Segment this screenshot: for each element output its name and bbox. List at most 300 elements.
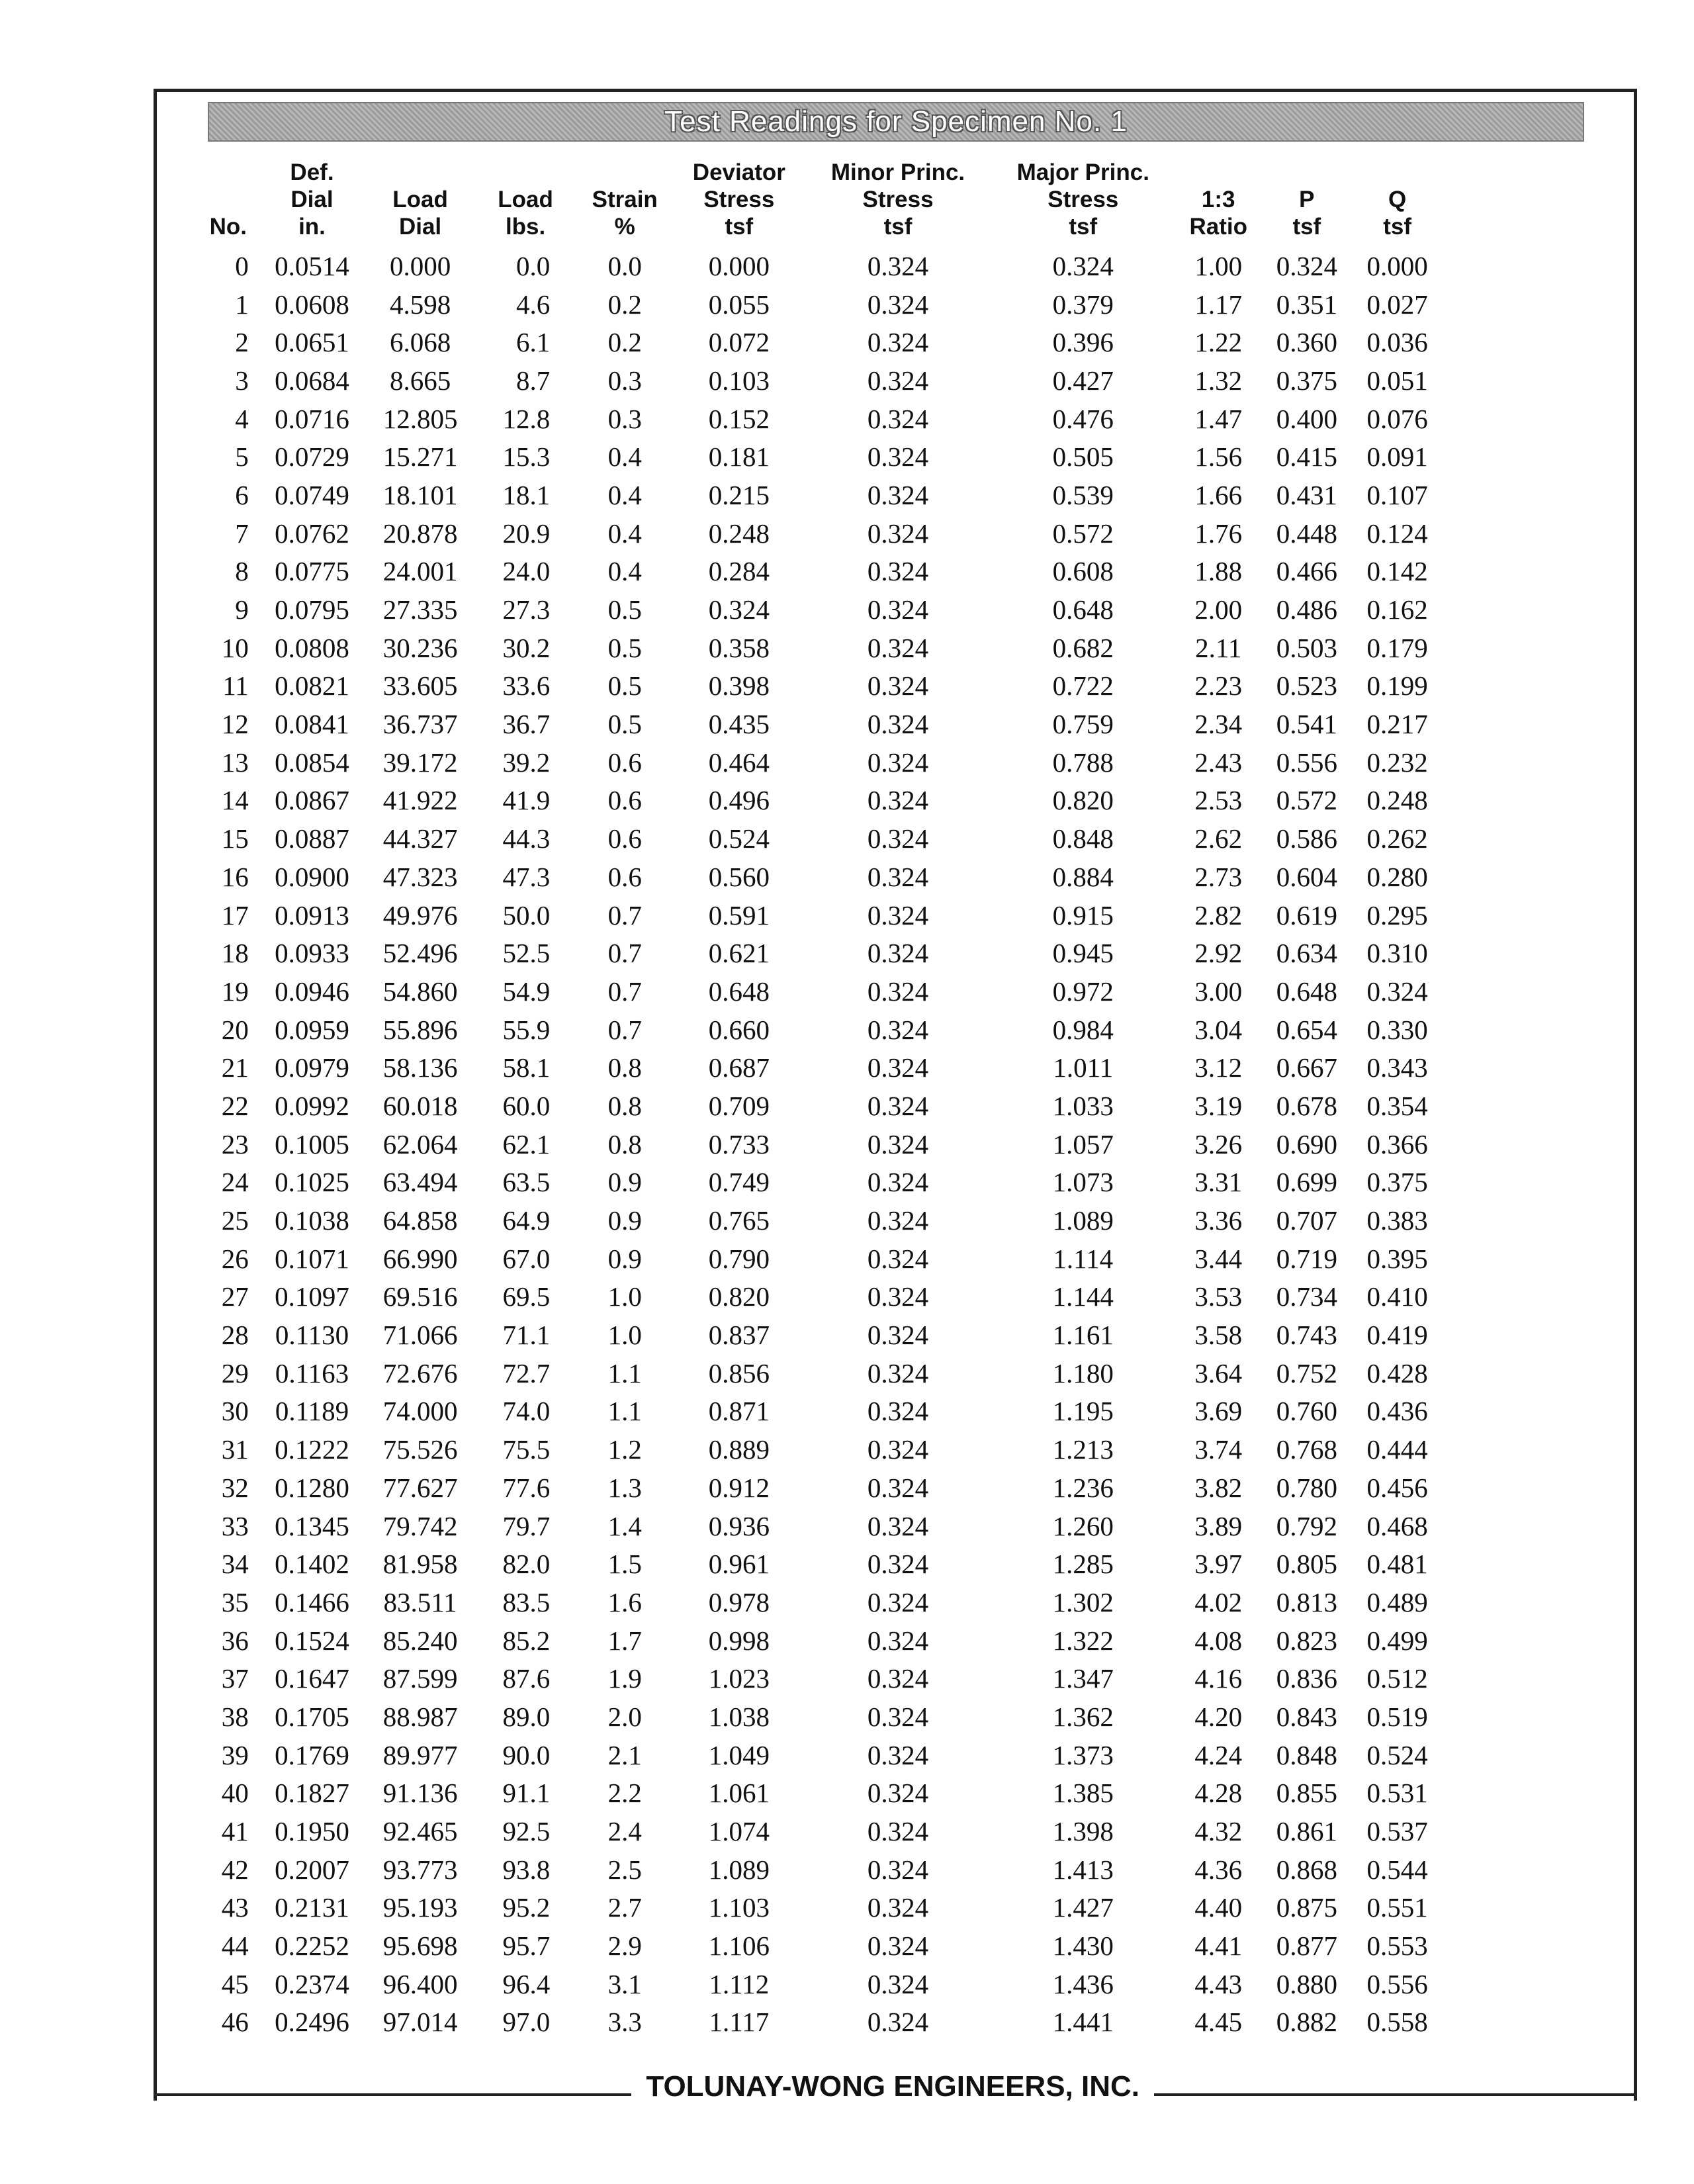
cell-def_dial: 0.1524 (275, 1625, 349, 1656)
cell-load_lbs: 71.1 (502, 1320, 551, 1351)
cell-p: 0.780 (1276, 1472, 1337, 1503)
cell-ratio: 3.97 (1194, 1549, 1243, 1580)
cell-def_dial: 0.1130 (275, 1320, 349, 1351)
column-header-load_dial (366, 159, 474, 247)
cell-load_lbs: 30.2 (502, 632, 551, 663)
cell-no: 46 (221, 2007, 249, 2038)
footer (154, 2070, 1637, 2103)
cell-ratio: 4.16 (1194, 1663, 1243, 1694)
cell-load_dial: 95.698 (382, 1931, 458, 1962)
cell-load_lbs: 55.9 (502, 1014, 551, 1045)
cell-q: 0.512 (1366, 1663, 1428, 1694)
cell-ratio: 3.69 (1194, 1396, 1243, 1427)
cell-def_dial: 0.0684 (275, 365, 349, 396)
cell-no: 39 (221, 1739, 249, 1770)
cell-def_dial: 0.1647 (275, 1663, 349, 1694)
cell-major: 0.759 (1052, 709, 1114, 740)
test-readings-table (199, 159, 1443, 2041)
cell-major: 0.788 (1052, 747, 1114, 778)
cell-load_dial: 24.001 (382, 556, 458, 587)
cell-minor: 0.324 (867, 1586, 929, 1617)
column-header-line: tsf (883, 214, 913, 240)
cell-p: 0.836 (1276, 1663, 1337, 1694)
footer-rule-left (154, 2093, 631, 2096)
cell-ratio: 2.23 (1194, 670, 1243, 702)
cell-p: 0.690 (1276, 1128, 1337, 1160)
table-row (199, 934, 1443, 972)
cell-load_lbs: 8.7 (516, 365, 551, 396)
cell-load_lbs: 18.1 (502, 479, 551, 510)
cell-deviator: 0.709 (708, 1090, 770, 1121)
cell-no: 9 (235, 594, 249, 625)
cell-ratio: 1.66 (1194, 479, 1243, 510)
cell-strain: 3.3 (607, 2007, 642, 2038)
cell-load_lbs: 60.0 (502, 1090, 551, 1121)
table-row (199, 1736, 1443, 1774)
cell-minor: 0.324 (867, 1778, 929, 1809)
cell-major: 1.322 (1052, 1625, 1114, 1656)
cell-major: 0.379 (1052, 289, 1114, 320)
table-row (199, 553, 1443, 591)
cell-load_lbs: 95.2 (502, 1892, 551, 1923)
cell-p: 0.503 (1276, 632, 1337, 663)
cell-strain: 2.7 (607, 1892, 642, 1923)
cell-q: 0.051 (1366, 365, 1428, 396)
cell-p: 0.604 (1276, 861, 1337, 892)
cell-strain: 0.8 (607, 1052, 642, 1083)
cell-deviator: 0.621 (708, 938, 770, 969)
footer-rule-right (1154, 2093, 1637, 2096)
cell-deviator: 0.660 (708, 1014, 770, 1045)
company-name: TOLUNAY-WONG ENGINEERS, INC. (646, 2070, 1139, 2103)
cell-load_lbs: 27.3 (502, 594, 551, 625)
cell-deviator: 1.117 (709, 2007, 770, 2038)
cell-q: 0.481 (1366, 1549, 1428, 1580)
cell-def_dial: 0.2496 (275, 2007, 349, 2038)
cell-load_dial: 36.737 (382, 709, 458, 740)
table-row (199, 743, 1443, 782)
cell-ratio: 2.34 (1194, 709, 1243, 740)
cell-strain: 1.1 (607, 1357, 642, 1388)
cell-def_dial: 0.0841 (275, 709, 349, 740)
column-header-line: Minor Princ. (830, 159, 965, 185)
cell-load_lbs: 12.8 (502, 403, 551, 434)
cell-def_dial: 0.0946 (275, 976, 349, 1007)
cell-load_dial: 0.000 (389, 250, 451, 281)
cell-def_dial: 0.1025 (275, 1167, 349, 1198)
cell-no: 5 (235, 441, 249, 473)
cell-p: 0.699 (1276, 1167, 1337, 1198)
cell-major: 0.427 (1052, 365, 1114, 396)
cell-def_dial: 0.0933 (275, 938, 349, 969)
cell-minor: 0.324 (867, 594, 929, 625)
title-banner (208, 102, 1584, 142)
cell-load_dial: 71.066 (382, 1320, 458, 1351)
cell-q: 0.324 (1366, 976, 1428, 1007)
cell-strain: 0.6 (607, 823, 642, 854)
cell-load_lbs: 97.0 (502, 2007, 551, 2038)
column-header-load_lbs (474, 159, 576, 247)
cell-no: 40 (221, 1778, 249, 1809)
cell-p: 0.324 (1276, 250, 1337, 281)
table-row (199, 1278, 1443, 1316)
cell-ratio: 4.41 (1194, 1931, 1243, 1962)
column-header-line: P (1299, 187, 1315, 212)
cell-load_lbs: 0.0 (516, 250, 551, 281)
cell-q: 0.428 (1366, 1357, 1428, 1388)
cell-q: 0.330 (1366, 1014, 1428, 1045)
cell-major: 1.011 (1053, 1052, 1114, 1083)
cell-no: 12 (221, 709, 249, 740)
cell-def_dial: 0.0729 (275, 441, 349, 473)
cell-def_dial: 0.0716 (275, 403, 349, 434)
cell-def_dial: 0.1222 (275, 1434, 349, 1465)
cell-load_dial: 95.193 (382, 1892, 458, 1923)
cell-strain: 0.4 (607, 441, 642, 473)
cell-q: 0.499 (1366, 1625, 1428, 1656)
cell-load_dial: 41.922 (382, 785, 458, 816)
cell-p: 0.719 (1276, 1243, 1337, 1274)
cell-minor: 0.324 (867, 747, 929, 778)
cell-minor: 0.324 (867, 785, 929, 816)
cell-ratio: 3.00 (1194, 976, 1243, 1007)
cell-load_dial: 54.860 (382, 976, 458, 1007)
cell-def_dial: 0.1071 (275, 1243, 349, 1274)
cell-no: 0 (235, 250, 249, 281)
cell-ratio: 4.40 (1194, 1892, 1243, 1923)
cell-def_dial: 0.1705 (275, 1701, 349, 1732)
cell-ratio: 3.36 (1194, 1205, 1243, 1236)
cell-deviator: 0.560 (708, 861, 770, 892)
cell-major: 1.413 (1052, 1854, 1114, 1885)
cell-deviator: 0.591 (708, 899, 770, 931)
cell-deviator: 0.837 (708, 1320, 770, 1351)
cell-minor: 0.324 (867, 1396, 929, 1427)
cell-load_lbs: 85.2 (502, 1625, 551, 1656)
cell-major: 1.427 (1052, 1892, 1114, 1923)
cell-no: 36 (221, 1625, 249, 1656)
cell-def_dial: 0.0808 (275, 632, 349, 663)
cell-major: 0.539 (1052, 479, 1114, 510)
cell-major: 1.430 (1052, 1931, 1114, 1962)
cell-no: 4 (235, 403, 249, 434)
table-row (199, 476, 1443, 514)
cell-minor: 0.324 (867, 1128, 929, 1160)
cell-major: 1.441 (1052, 2007, 1114, 2038)
cell-ratio: 3.04 (1194, 1014, 1243, 1045)
cell-minor: 0.324 (867, 1892, 929, 1923)
cell-load_lbs: 79.7 (502, 1510, 551, 1541)
column-header-line: lbs. (505, 214, 546, 240)
cell-deviator: 1.074 (708, 1816, 770, 1847)
cell-p: 0.431 (1276, 479, 1337, 510)
cell-major: 0.884 (1052, 861, 1114, 892)
cell-load_dial: 30.236 (382, 632, 458, 663)
column-header-line: Major Princ. (1016, 159, 1149, 185)
cell-no: 23 (221, 1128, 249, 1160)
cell-major: 1.302 (1052, 1586, 1114, 1617)
cell-strain: 0.4 (607, 479, 642, 510)
cell-minor: 0.324 (867, 1281, 929, 1312)
cell-strain: 0.7 (607, 938, 642, 969)
cell-strain: 0.9 (607, 1205, 642, 1236)
cell-strain: 1.6 (607, 1586, 642, 1617)
table-row (199, 858, 1443, 896)
cell-ratio: 1.76 (1194, 518, 1243, 549)
cell-q: 0.232 (1366, 747, 1428, 778)
cell-q: 0.444 (1366, 1434, 1428, 1465)
cell-load_dial: 88.987 (382, 1701, 458, 1732)
cell-major: 1.285 (1052, 1549, 1114, 1580)
cell-q: 0.375 (1366, 1167, 1428, 1198)
cell-no: 42 (221, 1854, 249, 1885)
cell-q: 0.395 (1366, 1243, 1428, 1274)
cell-deviator: 1.112 (709, 1968, 770, 1999)
cell-def_dial: 0.1005 (275, 1128, 349, 1160)
cell-load_dial: 97.014 (382, 2007, 458, 2038)
cell-load_dial: 75.526 (382, 1434, 458, 1465)
cell-no: 20 (221, 1014, 249, 1045)
cell-q: 0.489 (1366, 1586, 1428, 1617)
cell-deviator: 0.749 (708, 1167, 770, 1198)
table-row (199, 590, 1443, 629)
cell-q: 0.544 (1366, 1854, 1428, 1885)
cell-p: 0.707 (1276, 1205, 1337, 1236)
cell-ratio: 1.47 (1194, 403, 1243, 434)
table-row (199, 1812, 1443, 1850)
cell-ratio: 4.08 (1194, 1625, 1243, 1656)
cell-deviator: 0.103 (708, 365, 770, 396)
cell-deviator: 0.464 (708, 747, 770, 778)
cell-load_lbs: 87.6 (502, 1663, 551, 1694)
cell-no: 34 (221, 1549, 249, 1580)
table-body (199, 247, 1443, 2041)
cell-major: 1.213 (1052, 1434, 1114, 1465)
cell-q: 0.248 (1366, 785, 1428, 816)
cell-major: 1.436 (1052, 1968, 1114, 1999)
cell-def_dial: 0.0959 (275, 1014, 349, 1045)
cell-minor: 0.324 (867, 1854, 929, 1885)
cell-no: 15 (221, 823, 249, 854)
cell-major: 1.260 (1052, 1510, 1114, 1541)
cell-strain: 0.6 (607, 785, 642, 816)
cell-load_dial: 72.676 (382, 1357, 458, 1388)
table-row (199, 361, 1443, 400)
cell-major: 0.820 (1052, 785, 1114, 816)
table-row (199, 705, 1443, 743)
cell-load_dial: 55.896 (382, 1014, 458, 1045)
cell-def_dial: 0.1827 (275, 1778, 349, 1809)
cell-q: 0.553 (1366, 1931, 1428, 1962)
table-row (199, 1927, 1443, 1965)
cell-deviator: 0.248 (708, 518, 770, 549)
cell-strain: 1.2 (607, 1434, 642, 1465)
cell-def_dial: 0.0749 (275, 479, 349, 510)
cell-deviator: 0.648 (708, 976, 770, 1007)
cell-deviator: 1.106 (708, 1931, 770, 1962)
cell-load_lbs: 75.5 (502, 1434, 551, 1465)
table-row (199, 1087, 1443, 1125)
column-header-line: tsf (1383, 214, 1411, 240)
cell-load_dial: 6.068 (389, 327, 451, 358)
table-row (199, 1583, 1443, 1621)
cell-no: 31 (221, 1434, 249, 1465)
table-row (199, 285, 1443, 324)
cell-load_dial: 52.496 (382, 938, 458, 969)
cell-load_dial: 83.511 (383, 1586, 457, 1617)
cell-minor: 0.324 (867, 289, 929, 320)
cell-p: 0.848 (1276, 1739, 1337, 1770)
cell-deviator: 0.936 (708, 1510, 770, 1541)
column-header-line: Def. (290, 159, 334, 185)
cell-deviator: 0.687 (708, 1052, 770, 1083)
cell-deviator: 0.765 (708, 1205, 770, 1236)
cell-load_lbs: 92.5 (502, 1816, 551, 1847)
cell-strain: 0.6 (607, 861, 642, 892)
cell-no: 45 (221, 1968, 249, 1999)
cell-def_dial: 0.1097 (275, 1281, 349, 1312)
cell-strain: 0.8 (607, 1090, 642, 1121)
column-header-line: Dial (290, 187, 334, 212)
table-row (199, 323, 1443, 361)
table-row (199, 1698, 1443, 1736)
cell-strain: 2.5 (607, 1854, 642, 1885)
cell-p: 0.375 (1276, 365, 1337, 396)
cell-major: 1.089 (1052, 1205, 1114, 1236)
cell-strain: 2.4 (607, 1816, 642, 1847)
cell-q: 0.000 (1366, 250, 1428, 281)
cell-ratio: 3.58 (1194, 1320, 1243, 1351)
cell-def_dial: 0.1466 (275, 1586, 349, 1617)
cell-ratio: 4.36 (1194, 1854, 1243, 1885)
cell-ratio: 4.24 (1194, 1739, 1243, 1770)
cell-q: 0.124 (1366, 518, 1428, 549)
cell-load_lbs: 90.0 (502, 1739, 551, 1770)
cell-def_dial: 0.2007 (275, 1854, 349, 1885)
cell-q: 0.310 (1366, 938, 1428, 969)
cell-p: 0.678 (1276, 1090, 1337, 1121)
cell-q: 0.217 (1366, 709, 1428, 740)
column-header-line: No. (209, 214, 247, 240)
cell-minor: 0.324 (867, 403, 929, 434)
cell-def_dial: 0.1189 (275, 1396, 349, 1427)
cell-no: 21 (221, 1052, 249, 1083)
cell-ratio: 2.82 (1194, 899, 1243, 931)
cell-minor: 0.324 (867, 1968, 929, 1999)
cell-ratio: 1.22 (1194, 327, 1243, 358)
cell-ratio: 3.74 (1194, 1434, 1243, 1465)
cell-no: 17 (221, 899, 249, 931)
cell-q: 0.366 (1366, 1128, 1428, 1160)
cell-ratio: 3.31 (1194, 1167, 1243, 1198)
cell-p: 0.648 (1276, 976, 1337, 1007)
cell-major: 0.984 (1052, 1014, 1114, 1045)
cell-p: 0.351 (1276, 289, 1337, 320)
cell-p: 0.523 (1276, 670, 1337, 702)
cell-deviator: 0.790 (708, 1243, 770, 1274)
cell-load_lbs: 15.3 (502, 441, 551, 473)
cell-p: 0.586 (1276, 823, 1337, 854)
cell-load_dial: 47.323 (382, 861, 458, 892)
table-row (199, 1430, 1443, 1469)
cell-def_dial: 0.1038 (275, 1205, 349, 1236)
cell-minor: 0.324 (867, 1625, 929, 1656)
cell-load_lbs: 67.0 (502, 1243, 551, 1274)
cell-no: 26 (221, 1243, 249, 1274)
cell-strain: 0.8 (607, 1128, 642, 1160)
cell-load_dial: 63.494 (382, 1167, 458, 1198)
cell-major: 1.180 (1052, 1357, 1114, 1388)
cell-minor: 0.324 (867, 1549, 929, 1580)
cell-load_dial: 74.000 (382, 1396, 458, 1427)
cell-load_lbs: 24.0 (502, 556, 551, 587)
cell-deviator: 0.961 (708, 1549, 770, 1580)
cell-no: 3 (235, 365, 249, 396)
cell-deviator: 0.435 (708, 709, 770, 740)
table-row (199, 667, 1443, 705)
cell-major: 0.396 (1052, 327, 1114, 358)
cell-q: 0.383 (1366, 1205, 1428, 1236)
cell-minor: 0.324 (867, 1052, 929, 1083)
cell-major: 1.385 (1052, 1778, 1114, 1809)
cell-load_dial: 96.400 (382, 1968, 458, 1999)
cell-ratio: 3.53 (1194, 1281, 1243, 1312)
cell-no: 24 (221, 1167, 249, 1198)
cell-q: 0.199 (1366, 670, 1428, 702)
cell-strain: 0.7 (607, 976, 642, 1007)
cell-no: 32 (221, 1472, 249, 1503)
cell-major: 1.033 (1052, 1090, 1114, 1121)
column-header-line: 1:3 (1201, 187, 1235, 212)
cell-load_dial: 60.018 (382, 1090, 458, 1121)
cell-p: 0.868 (1276, 1854, 1337, 1885)
cell-ratio: 1.32 (1194, 365, 1243, 396)
cell-q: 0.410 (1366, 1281, 1428, 1312)
column-header-line: in. (298, 214, 326, 240)
table-row (199, 629, 1443, 667)
table-row (199, 1621, 1443, 1660)
cell-no: 35 (221, 1586, 249, 1617)
cell-load_dial: 39.172 (382, 747, 458, 778)
cell-p: 0.768 (1276, 1434, 1337, 1465)
cell-strain: 0.9 (607, 1167, 642, 1198)
cell-major: 1.195 (1052, 1396, 1114, 1427)
cell-no: 37 (221, 1663, 249, 1694)
column-header-line: Load (392, 187, 448, 212)
cell-ratio: 2.73 (1194, 861, 1243, 892)
cell-minor: 0.324 (867, 556, 929, 587)
column-header-def_dial (258, 159, 367, 247)
cell-no: 7 (235, 518, 249, 549)
cell-p: 0.861 (1276, 1816, 1337, 1847)
cell-deviator: 0.733 (708, 1128, 770, 1160)
cell-deviator: 0.284 (708, 556, 770, 587)
cell-load_lbs: 41.9 (502, 785, 551, 816)
cell-deviator: 1.049 (708, 1739, 770, 1770)
cell-deviator: 0.072 (708, 327, 770, 358)
cell-deviator: 0.496 (708, 785, 770, 816)
table-row (199, 819, 1443, 858)
cell-no: 1 (235, 289, 249, 320)
cell-load_dial: 49.976 (382, 899, 458, 931)
cell-deviator: 0.181 (708, 441, 770, 473)
cell-minor: 0.324 (867, 709, 929, 740)
cell-load_dial: 69.516 (382, 1281, 458, 1312)
cell-major: 0.608 (1052, 556, 1114, 587)
cell-strain: 0.0 (607, 250, 642, 281)
cell-minor: 0.324 (867, 976, 929, 1007)
cell-def_dial: 0.0795 (275, 594, 349, 625)
